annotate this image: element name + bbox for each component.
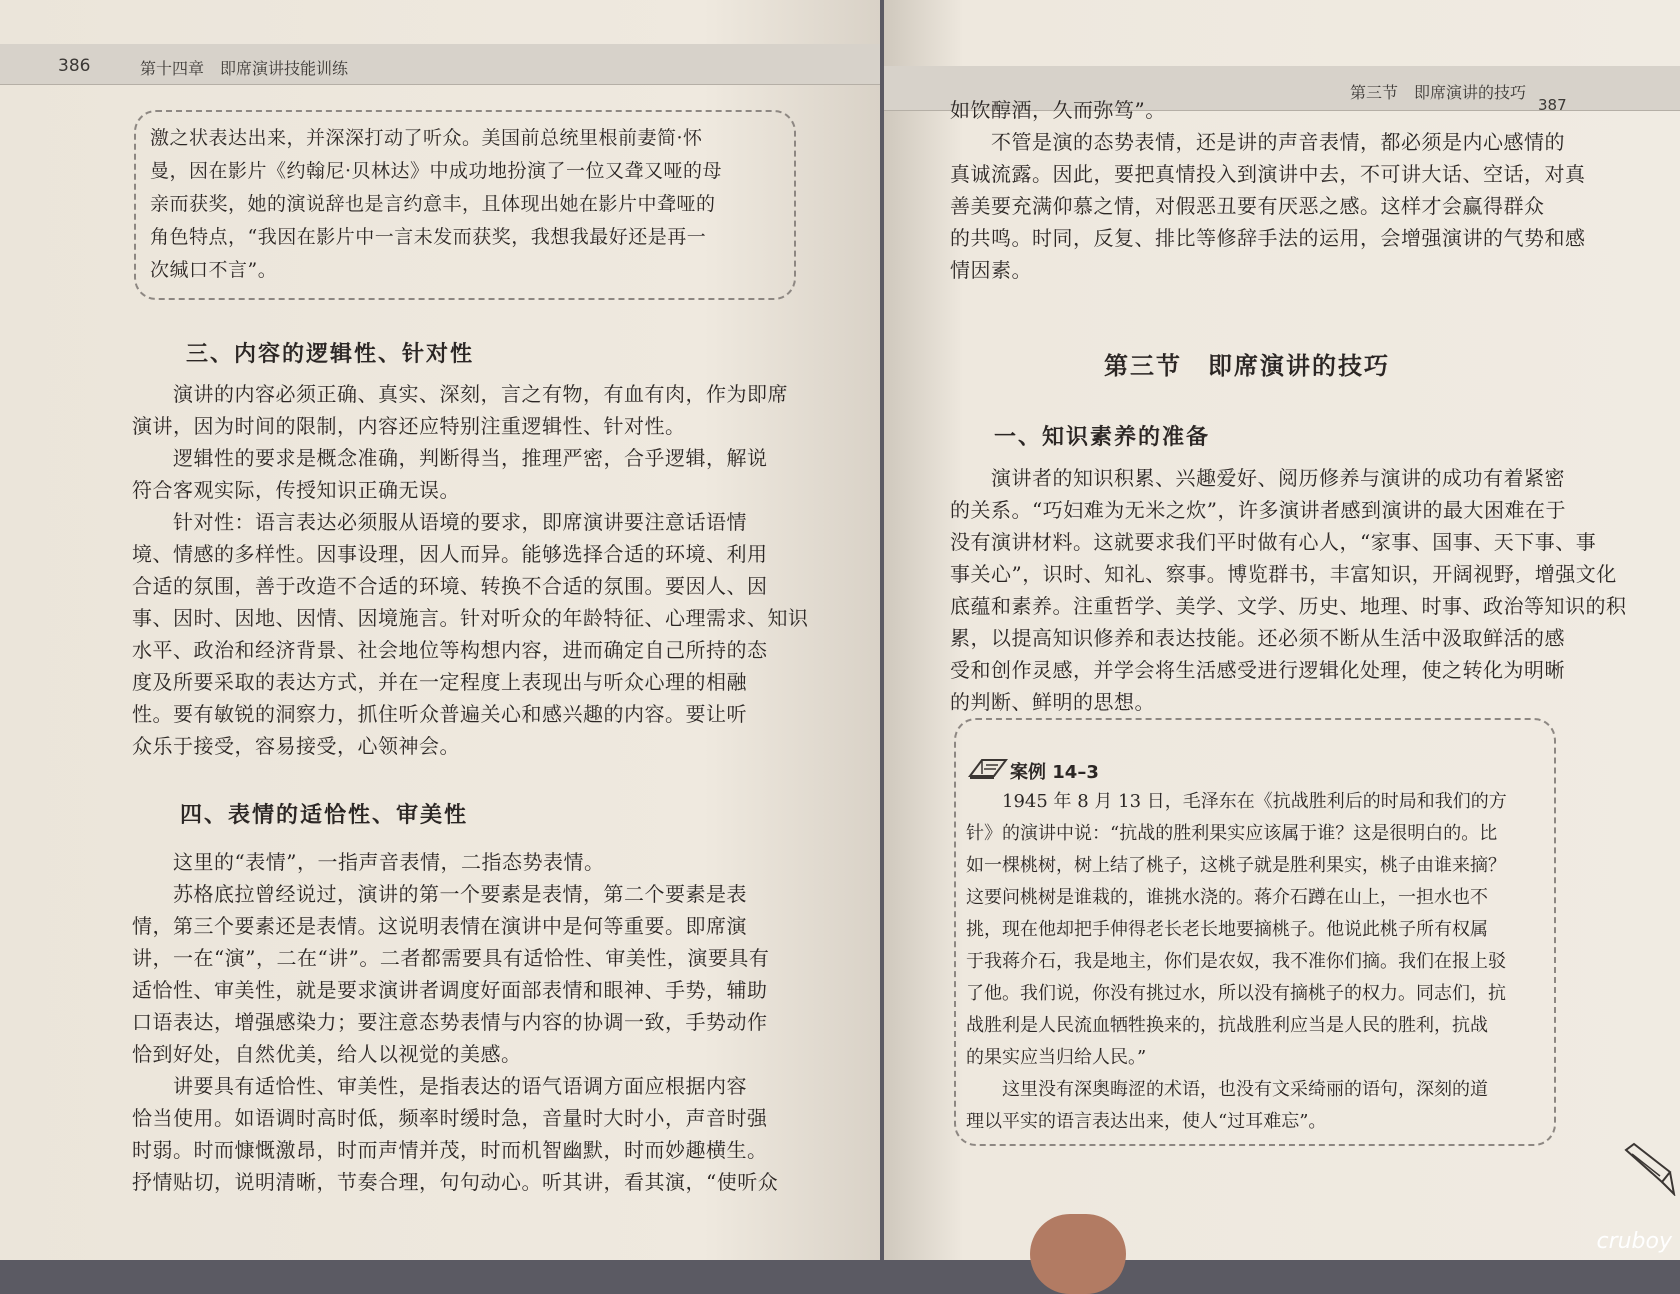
- left-page-number: 386: [58, 56, 91, 76]
- text-line: 的关系。“巧妇难为无米之炊”，许多演讲者感到演讲的最大困难在于: [950, 498, 1566, 522]
- case-line: 这要问桃树是谁栽的，谁挑水浇的。蒋介石蹲在山上，一担水也不: [966, 887, 1488, 908]
- text-line: 针对性：语言表达必须服从语境的要求，即席演讲要注意话语情: [132, 510, 747, 534]
- text-line: 真诚流露。因此，要把真情投入到演讲中去，不可讲大话、空话，对真: [950, 162, 1586, 186]
- text-line: 事、因时、因地、因情、因境施言。针对听众的年龄特征、心理需求、知识: [132, 606, 809, 630]
- text-line: 境、情感的多样性。因事设理，因人而异。能够选择合适的环境、利用: [132, 542, 768, 566]
- section-4-body: [132, 846, 778, 1198]
- text-line: 情因素。: [950, 258, 1032, 282]
- case-body: [966, 786, 1507, 1138]
- text-line: 的判断、鲜明的思想。: [950, 690, 1155, 714]
- text-line: 适恰性、审美性，就是要求演讲者调度好面部表情和眼神、手势，辅助: [132, 978, 768, 1002]
- text-line: 角色特点，“我因在影片中一言未发而获奖，我想我最好还是再一: [150, 226, 707, 248]
- text-line: 受和创作灵感，并学会将生活感受进行逻辑化处理，使之转化为明晰: [950, 658, 1565, 682]
- heading-section-4: 四、表情的适恰性、审美性: [180, 803, 469, 828]
- text-line: 善美要充满仰慕之情，对假恶丑要有厌恶之感。这样才会赢得群众: [950, 194, 1545, 218]
- text-line: 这里的“表情”，一指声音表情，二指态势表情。: [132, 850, 605, 874]
- case-line: 理以平实的语言表达出来，使人“过耳难忘”。: [966, 1111, 1327, 1132]
- case-line: 针》的演讲中说：“抗战的胜利果实应该属于谁？这是很明白的。比: [966, 823, 1498, 844]
- right-section-header: 第三节 即席演讲的技巧: [1350, 83, 1527, 102]
- text-line: 度及所要采取的表达方式，并在一定程度上表现出与听众心理的相融: [132, 670, 747, 694]
- section-3-body: [132, 378, 809, 762]
- case-line: 如一棵桃树，树上结了桃子，这桃子就是胜利果实，桃子由谁来摘？: [966, 855, 1506, 876]
- text-line: 演讲的内容必须正确、真实、深刻，言之有物，有血有肉，作为即席: [132, 382, 788, 406]
- text-line: 性。要有敏锐的洞察力，抓住听众普遍关心和感兴趣的内容。要让听: [132, 702, 747, 726]
- section-title: 第三节 即席演讲的技巧: [1104, 352, 1390, 380]
- quote-box-text: [150, 122, 722, 287]
- text-line: 恰到好处，自然优美，给人以视觉的美感。: [132, 1042, 522, 1066]
- book-icon: [968, 756, 1008, 784]
- case-line: 的果实应当归给人民。”: [966, 1047, 1147, 1068]
- text-line: 讲要具有适恰性、审美性，是指表达的语气语调方面应根据内容: [132, 1074, 747, 1098]
- text-line: 抒情贴切，说明清晰，节奏合理，句句动心。听其讲，看其演，“使听众: [132, 1170, 779, 1194]
- case-line: 这里没有深奥晦涩的术语，也没有文采绮丽的语句，深刻的道: [966, 1079, 1488, 1100]
- case-line: 挑，现在他却把手伸得老长老长地要摘桃子。他说此桃子所有权属: [966, 919, 1488, 940]
- text-line: 次缄口不言”。: [150, 259, 278, 281]
- case-line: 了他。我们说，你没有挑过水，所以没有摘桃子的权力。同志们，抗: [966, 983, 1506, 1004]
- text-line: 演讲者的知识积累、兴趣爱好、阅历修养与演讲的成功有着紧密: [950, 466, 1565, 490]
- text-line: 时弱。时而慷慨激昂，时而声情并茂，时而机智幽默，时而妙趣横生。: [132, 1138, 768, 1162]
- text-line: 符合客观实际，传授知识正确无误。: [132, 478, 460, 502]
- text-line: 没有演讲材料。这就要求我们平时做有心人，“家事、国事、天下事、事: [950, 530, 1597, 554]
- pen-icon: [1622, 1142, 1676, 1200]
- text-line: 口语表达，增强感染力；要注意态势表情与内容的协调一致，手势动作: [132, 1010, 768, 1034]
- text-line: 众乐于接受，容易接受，心领神会。: [132, 734, 460, 758]
- text-line: 不管是演的态势表情，还是讲的声音表情，都必须是内心感情的: [950, 130, 1565, 154]
- text-line: 情，第三个要素还是表情。这说明表情在演讲中是何等重要。即席演: [132, 914, 747, 938]
- text-line: 累，以提高知识修养和表达技能。还必须不断从生活中汲取鲜活的感: [950, 626, 1565, 650]
- text-line: 演讲，因为时间的限制，内容还应特别注重逻辑性、针对性。: [132, 414, 686, 438]
- text-line: 底蕴和素养。注重哲学、美学、文学、历史、地理、时事、政治等知识的积: [950, 594, 1627, 618]
- text-line: 亲而获奖，她的演说辞也是言约意丰，且体现出她在影片中聋哑的: [150, 193, 716, 215]
- case-line: 战胜利是人民流血牺牲换来的，抗战胜利应当是人民的胜利，抗战: [966, 1015, 1488, 1036]
- heading-section-3: 三、内容的逻辑性、针对性: [186, 342, 475, 367]
- text-line: 激之状表达出来，并深深打动了听众。美国前总统里根前妻简·怀: [150, 127, 703, 149]
- text-line: 逻辑性的要求是概念准确，判断得当，推理严密，合乎逻辑，解说: [132, 446, 768, 470]
- text-line: 讲，一在“演”，二在“讲”。二者都需要具有适恰性、审美性，演要具有: [132, 946, 770, 970]
- thumb: [1030, 1214, 1126, 1294]
- watermark: cruboy: [1596, 1229, 1672, 1254]
- text-line: 的共鸣。时同，反复、排比等修辞手法的运用，会增强演讲的气势和感: [950, 226, 1586, 250]
- text-line: 曼，因在影片《约翰尼·贝林达》中成功地扮演了一位又聋又哑的母: [150, 160, 723, 182]
- right-top-text: [950, 94, 1586, 286]
- text-line: 如饮醇酒，久而弥笃”。: [950, 98, 1166, 122]
- case-label: 案例 14–3: [1010, 762, 1099, 783]
- heading-section-1: 一、知识素养的准备: [994, 425, 1211, 450]
- text-line: 事关心”，识时、知礼、察事。博览群书，丰富知识，开阔视野，增强文化: [950, 562, 1617, 586]
- right-page: [884, 0, 1680, 1260]
- text-line: 水平、政治和经济背景、社会地位等构想内容，进而确定自己所持的态: [132, 638, 768, 662]
- left-chapter-title: 第十四章 即席演讲技能训练: [140, 59, 349, 78]
- left-header-bar: [0, 44, 880, 85]
- text-line: 苏格底拉曾经说过，演讲的第一个要素是表情，第二个要素是表: [132, 882, 747, 906]
- right-page-number: 387: [1538, 96, 1567, 114]
- case-line: 1945 年 8 月 13 日，毛泽东在《抗战胜利后的时局和我们的方: [966, 791, 1507, 812]
- section-1-body: [950, 462, 1627, 718]
- text-line: 合适的氛围，善于改造不合适的环境、转换不合适的氛围。要因人、因: [132, 574, 768, 598]
- case-line: 于我蒋介石，我是地主，你们是农奴，我不准你们摘。我们在报上驳: [966, 951, 1506, 972]
- text-line: 恰当使用。如语调时高时低，频率时缓时急，音量时大时小，声音时强: [132, 1106, 768, 1130]
